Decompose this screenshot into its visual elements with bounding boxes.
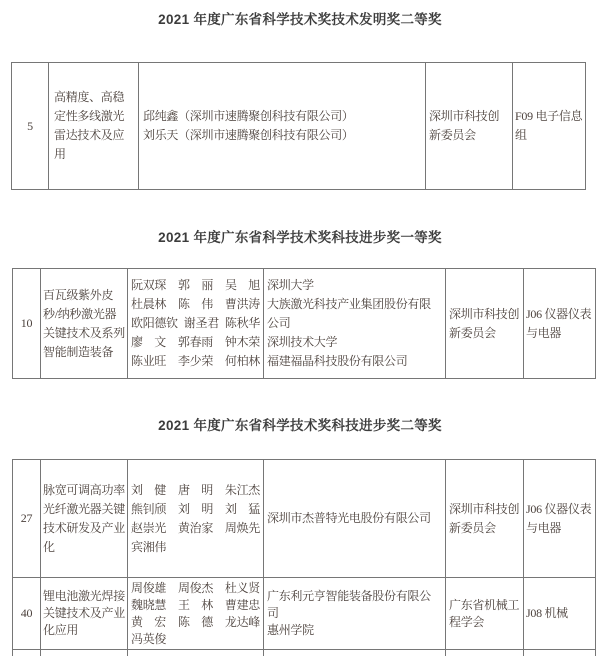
person-name: 刘 明 <box>178 501 214 516</box>
person-name: 郭 丽 <box>178 278 214 292</box>
person-name: 曹建忠 <box>224 597 260 612</box>
person-name: 何柏林 <box>224 354 260 368</box>
cell-nominator: 深圳市科技创新委员会 <box>446 460 524 578</box>
cell-group: J06 仪器仪表与电器 <box>524 269 596 379</box>
person-name: 熊钊颀 <box>131 501 167 516</box>
cell-id <box>13 650 41 656</box>
cell-project <box>41 650 128 656</box>
cell-id: 5 <box>12 63 49 190</box>
person-name: 陈秋华 <box>224 316 260 330</box>
award-table-invention-second-class <box>11 62 586 190</box>
person-name: 王 林 <box>178 597 213 612</box>
cell-group <box>524 650 596 656</box>
person-name: 宾湘伟 <box>131 539 167 554</box>
person-name: 周焕先 <box>224 520 260 535</box>
person-name: 龙达峰 <box>224 614 260 629</box>
cell-id: 40 <box>13 578 41 650</box>
person-name: 曹洪涛 <box>224 297 260 311</box>
cell-nominator <box>446 650 524 656</box>
organization-name: 深圳技术大学 <box>267 335 338 349</box>
cell-orgs <box>264 269 446 379</box>
cell-people <box>128 578 264 650</box>
person-name: 李少荣 <box>177 354 214 368</box>
person-name: 陈业旺 <box>131 354 167 368</box>
person-name: 谢圣君 <box>183 316 219 330</box>
award-table-progress-second-class <box>12 459 596 656</box>
cell-project: 脉宽可调高功率光纤激光器关键技术研发及产业化 <box>41 460 128 578</box>
person-name: 陈 德 <box>177 614 213 629</box>
cell-id: 27 <box>13 460 41 578</box>
person-name: 廖 文 <box>131 335 166 349</box>
organization-name: 大族激光科技产业集团股份有限公司 <box>267 297 431 330</box>
cell-orgs <box>264 650 446 656</box>
table-row <box>12 63 586 190</box>
cell-nominator: 广东省机械工程学会 <box>446 578 524 650</box>
cell-orgs <box>264 460 446 578</box>
organization-name: 深圳市杰普特光电股份有限公司 <box>267 511 431 525</box>
person-name: 唐 明 <box>177 482 213 497</box>
person-name: 吴 旭 <box>224 278 260 292</box>
cell-group: J06 仪器仪表与电器 <box>524 460 596 578</box>
person-name: 黄治家 <box>177 520 214 535</box>
cell-project: 百瓦级紫外皮秒/纳秒激光器关键技术及系列智能制造装备 <box>41 269 128 379</box>
table-row <box>13 578 596 650</box>
person-name: 周俊杰 <box>177 580 214 595</box>
section-title-progress-award-second-class: 2021 年度广东省科学技术奖科技进步奖二等奖 <box>158 418 442 433</box>
person-name: 魏晓慧 <box>131 597 167 612</box>
person-name: 阮双琛 <box>131 278 167 292</box>
organization-name: 深圳大学 <box>267 278 314 292</box>
person-name: 郭春雨 <box>177 335 213 349</box>
award-table-progress-first-class <box>12 268 596 379</box>
cell-group: J08 机械 <box>524 578 596 650</box>
person-name: 刘 健 <box>131 482 166 497</box>
section-title-progress-award-first-class: 2021 年度广东省科学技术奖科技进步奖一等奖 <box>158 230 442 245</box>
organization-name: 福建福晶科技股份有限公司 <box>267 354 408 368</box>
section-title-invention-award-second-class: 2021 年度广东省科学技术奖技术发明奖二等奖 <box>158 12 442 27</box>
cell-id: 10 <box>13 269 41 379</box>
person-name: 刘乐天（深圳市速腾聚创科技有限公司） <box>143 128 354 142</box>
person-name: 周俊雄 <box>131 580 167 595</box>
cell-people <box>139 63 426 190</box>
person-name: 冯英俊 <box>131 631 167 646</box>
organization-name: 惠州学院 <box>267 623 314 637</box>
cell-nominator: 深圳市科技创新委员会 <box>446 269 524 379</box>
person-name: 黄 宏 <box>131 614 166 629</box>
person-name: 钟木荣 <box>224 335 260 349</box>
cell-project: 高精度、高稳定性多线激光雷达技术及应用 <box>49 63 139 190</box>
organization-name: 广东利元亨智能装备股份有限公司 <box>267 589 431 620</box>
person-name: 杜晨林 <box>131 297 167 311</box>
person-name: 陈 伟 <box>178 297 213 311</box>
person-name: 杜义贤 <box>224 580 260 595</box>
person-name: 朱江杰 <box>224 482 260 497</box>
cell-people <box>128 460 264 578</box>
person-name: 邱纯鑫（深圳市速腾聚创科技有限公司） <box>143 109 354 123</box>
person-name: 欧阳德钦 <box>131 316 178 330</box>
table-row <box>13 650 596 656</box>
cell-project: 锂电池激光焊接关键技术及产业化应用 <box>41 578 128 650</box>
table-row <box>13 460 596 578</box>
person-name: 赵崇光 <box>131 520 167 535</box>
cell-people <box>128 650 264 656</box>
cell-orgs <box>264 578 446 650</box>
cell-nominator: 深圳市科技创新委员会 <box>426 63 513 190</box>
cell-group: F09 电子信息组 <box>513 63 586 190</box>
table-row <box>13 269 596 379</box>
person-name: 刘 猛 <box>224 501 260 516</box>
cell-people <box>128 269 264 379</box>
